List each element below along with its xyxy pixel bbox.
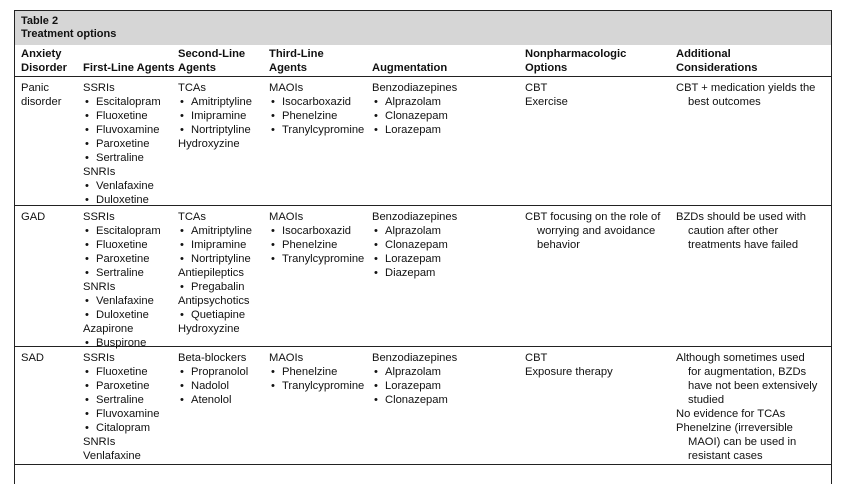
bullet-item	[83, 421, 159, 435]
drug-name: Fluoxetine	[96, 239, 148, 251]
drug-class: MAOIs	[269, 211, 304, 223]
header-first-line: First-Line Agents	[83, 62, 175, 74]
bullet-icon: •	[271, 239, 275, 251]
note-line: CBT	[525, 82, 548, 94]
note-line: Although sometimes used	[676, 352, 805, 364]
cell-augmentation	[372, 210, 457, 280]
bullet-item	[178, 109, 252, 123]
cell-third	[269, 351, 364, 393]
drug-class: TCAs	[178, 211, 206, 223]
drug-class: SNRIs	[83, 166, 116, 178]
drug-name: Propranolol	[191, 366, 249, 378]
cell-nonpharm	[525, 210, 660, 252]
drug-class: Antipsychotics	[178, 295, 250, 307]
cell-nonpharm	[525, 81, 568, 109]
drug-name: Amitriptyline	[191, 225, 252, 237]
note-line: have not been extensively	[688, 380, 818, 392]
drug-name: Paroxetine	[96, 380, 150, 392]
drug-name: Clonazepam	[385, 394, 448, 406]
drug-class: Hydroxyzine	[178, 138, 240, 150]
cell-additional	[676, 210, 806, 252]
bullet-icon: •	[85, 194, 89, 206]
bullet-item	[372, 95, 457, 109]
bullet-icon: •	[85, 124, 89, 136]
drug-name: Paroxetine	[96, 138, 150, 150]
bullet-icon: •	[85, 138, 89, 150]
cell-second	[178, 351, 248, 407]
drug-name: Escitalopram	[96, 225, 161, 237]
bullet-icon: •	[85, 366, 89, 378]
drug-name: Isocarboxazid	[282, 96, 352, 108]
drug-name: Duloxetine	[96, 309, 149, 321]
bullet-item	[269, 379, 364, 393]
left-border	[14, 10, 15, 484]
header-rule	[14, 76, 832, 77]
bullet-icon: •	[85, 180, 89, 192]
bullet-icon: •	[180, 309, 184, 321]
bullet-icon: •	[180, 281, 184, 293]
bullet-item	[83, 123, 161, 137]
bullet-icon: •	[271, 225, 275, 237]
bullet-icon: •	[374, 267, 378, 279]
bullet-item	[83, 379, 159, 393]
drug-class: MAOIs	[269, 82, 304, 94]
drug-name: Nadolol	[191, 380, 229, 392]
bullet-item	[372, 393, 457, 407]
note-line: studied	[688, 394, 725, 406]
bullet-item	[83, 95, 161, 109]
note-line: caution after other	[688, 225, 779, 237]
table-number: Table 2	[21, 15, 59, 27]
bullet-icon: •	[85, 152, 89, 164]
cell-disorder	[21, 81, 61, 109]
header-disorder: Anxiety Disorder	[21, 48, 68, 74]
bullet-icon: •	[85, 394, 89, 406]
note-line: behavior	[537, 239, 580, 251]
bullet-item	[372, 224, 457, 238]
drug-class: Benzodiazepines	[372, 352, 458, 364]
bullet-icon: •	[180, 380, 184, 392]
bullet-icon: •	[374, 253, 378, 265]
bullet-icon: •	[374, 124, 378, 136]
note-line: treatments have failed	[688, 239, 799, 251]
cell-second	[178, 81, 252, 151]
bullet-icon: •	[180, 110, 184, 122]
drug-name: Tranylcypromine	[282, 124, 365, 136]
drug-name: Phenelzine	[282, 366, 338, 378]
bullet-item	[372, 109, 457, 123]
right-border	[831, 10, 832, 484]
bullet-icon: •	[180, 225, 184, 237]
bullet-item	[83, 137, 161, 151]
note-line: No evidence for TCAs	[676, 408, 786, 420]
bullet-icon: •	[374, 96, 378, 108]
bullet-icon: •	[374, 110, 378, 122]
drug-name: Sertraline	[96, 394, 144, 406]
drug-name: Fluoxetine	[96, 110, 148, 122]
bullet-item	[83, 252, 161, 266]
drug-name: Imipramine	[191, 110, 247, 122]
drug-name: Citalopram	[96, 422, 151, 434]
drug-name: Fluvoxamine	[96, 124, 160, 136]
bullet-icon: •	[271, 110, 275, 122]
bullet-icon: •	[271, 124, 275, 136]
bullet-item	[269, 238, 364, 252]
drug-name: Tranylcypromine	[282, 380, 365, 392]
cell-second	[178, 210, 252, 336]
drug-name: Nortriptyline	[191, 253, 251, 265]
drug-class: SSRIs	[83, 352, 115, 364]
bullet-icon: •	[374, 380, 378, 392]
bullet-item	[269, 252, 364, 266]
bullet-icon: •	[180, 96, 184, 108]
bullet-icon: •	[85, 422, 89, 434]
bullet-icon: •	[180, 394, 184, 406]
cell-line: GAD	[21, 211, 46, 223]
drug-class: Beta-blockers	[178, 352, 247, 364]
drug-class: Hydroxyzine	[178, 323, 240, 335]
bullet-item	[83, 109, 161, 123]
drug-name: Diazepam	[385, 267, 436, 279]
bullet-icon: •	[271, 380, 275, 392]
header-second-line: Second-Line Agents	[178, 48, 246, 74]
bullet-item	[269, 365, 364, 379]
bullet-item	[83, 224, 161, 238]
drug-name: Amitriptyline	[191, 96, 252, 108]
bullet-icon: •	[180, 239, 184, 251]
bullet-icon: •	[271, 96, 275, 108]
bullet-item	[269, 123, 364, 137]
bullet-item	[178, 379, 248, 393]
header-third-line: Third-Line Agents	[269, 48, 324, 74]
drug-name: Atenolol	[191, 394, 232, 406]
drug-name: Phenelzine	[282, 110, 338, 122]
bullet-icon: •	[85, 408, 89, 420]
bullet-item	[372, 379, 457, 393]
bullet-item	[83, 308, 161, 322]
bullet-icon: •	[85, 295, 89, 307]
bullet-item	[83, 266, 161, 280]
table-title-bar	[14, 10, 832, 45]
bullet-item	[83, 294, 161, 308]
bottom-rule	[14, 464, 832, 465]
bullet-icon: •	[180, 124, 184, 136]
note-line: best outcomes	[688, 96, 761, 108]
header-nonpharmacologic: Nonpharmacologic Options	[525, 48, 627, 74]
drug-name: Tranylcypromine	[282, 253, 365, 265]
cell-disorder	[21, 210, 45, 224]
cell-first	[83, 210, 161, 350]
bullet-item	[83, 238, 161, 252]
drug-name: Quetiapine	[191, 309, 246, 321]
bullet-item	[178, 95, 252, 109]
cell-line: disorder	[21, 96, 62, 108]
drug-class: Benzodiazepines	[372, 82, 458, 94]
bullet-item	[178, 123, 252, 137]
cell-additional	[676, 81, 815, 109]
bullet-icon: •	[374, 394, 378, 406]
drug-class: Azapirone	[83, 323, 134, 335]
bullet-item	[83, 336, 161, 350]
cell-third	[269, 81, 364, 137]
drug-name: Buspirone	[96, 337, 147, 349]
bullet-icon: •	[374, 239, 378, 251]
bullet-item	[178, 224, 252, 238]
note-line: resistant cases	[688, 450, 763, 462]
cell-first	[83, 81, 161, 207]
drug-name: Escitalopram	[96, 96, 161, 108]
cell-line: SAD	[21, 352, 45, 364]
bullet-item	[269, 109, 364, 123]
drug-name: Venlafaxine	[96, 180, 154, 192]
bullet-item	[83, 365, 159, 379]
bullet-item	[372, 123, 457, 137]
drug-name: Lorazepam	[385, 380, 441, 392]
bullet-item	[178, 280, 252, 294]
cell-augmentation	[372, 81, 457, 137]
drug-name: Isocarboxazid	[282, 225, 352, 237]
bullet-icon: •	[374, 366, 378, 378]
bullet-icon: •	[271, 253, 275, 265]
drug-name: Alprazolam	[385, 366, 441, 378]
bullet-item	[178, 308, 252, 322]
drug-name: Alprazolam	[385, 96, 441, 108]
drug-name: Clonazepam	[385, 110, 448, 122]
drug-name: Phenelzine	[282, 239, 338, 251]
bullet-icon: •	[271, 366, 275, 378]
bullet-item	[178, 238, 252, 252]
bullet-item	[83, 407, 159, 421]
bullet-icon: •	[374, 225, 378, 237]
bullet-item	[178, 252, 252, 266]
note-line: Exposure therapy	[525, 366, 613, 378]
drug-name: Paroxetine	[96, 253, 150, 265]
note-line: CBT	[525, 352, 548, 364]
bullet-item	[178, 365, 248, 379]
cell-nonpharm	[525, 351, 613, 379]
drug-name: Imipramine	[191, 239, 247, 251]
bullet-item	[372, 365, 457, 379]
drug-name: Venlafaxine	[96, 295, 154, 307]
drug-class: SNRIs	[83, 436, 116, 448]
cell-augmentation	[372, 351, 457, 407]
drug-name: Clonazepam	[385, 239, 448, 251]
bullet-item	[372, 252, 457, 266]
note-line: CBT focusing on the role of	[525, 211, 661, 223]
drug-name: Pregabalin	[191, 281, 245, 293]
drug-class: Venlafaxine	[83, 450, 141, 462]
drug-class: Antiepileptics	[178, 267, 244, 279]
drug-name: Fluvoxamine	[96, 408, 160, 420]
note-line: Phenelzine (irreversible	[676, 422, 793, 434]
bullet-item	[83, 193, 161, 207]
note-line: MAOI) can be used in	[688, 436, 797, 448]
drug-name: Lorazepam	[385, 124, 441, 136]
drug-class: SSRIs	[83, 211, 115, 223]
cell-additional	[676, 351, 817, 463]
bullet-item	[83, 151, 161, 165]
bullet-item	[269, 224, 364, 238]
bullet-item	[83, 393, 159, 407]
cell-third	[269, 210, 364, 266]
note-line: worrying and avoidance	[537, 225, 656, 237]
drug-class: Benzodiazepines	[372, 211, 458, 223]
bullet-icon: •	[180, 366, 184, 378]
table-frame	[14, 10, 832, 484]
bullet-icon: •	[85, 267, 89, 279]
bullet-item	[269, 95, 364, 109]
drug-class: SSRIs	[83, 82, 115, 94]
cell-line: Panic	[21, 82, 49, 94]
bullet-icon: •	[85, 309, 89, 321]
note-line: BZDs should be used with	[676, 211, 806, 223]
drug-class: MAOIs	[269, 352, 304, 364]
drug-name: Sertraline	[96, 267, 144, 279]
bullet-icon: •	[85, 225, 89, 237]
bullet-icon: •	[85, 380, 89, 392]
drug-name: Sertraline	[96, 152, 144, 164]
cell-first	[83, 351, 159, 463]
note-line: Exercise	[525, 96, 568, 108]
drug-class: SNRIs	[83, 281, 116, 293]
bullet-icon: •	[85, 253, 89, 265]
note-line: CBT + medication yields the	[676, 82, 816, 94]
bullet-item	[83, 179, 161, 193]
bullet-item	[372, 266, 457, 280]
bullet-icon: •	[85, 239, 89, 251]
table-caption: Treatment options	[21, 28, 117, 40]
bullet-icon: •	[85, 110, 89, 122]
bullet-item	[178, 393, 248, 407]
drug-name: Duloxetine	[96, 194, 149, 206]
bullet-icon: •	[85, 337, 89, 349]
drug-name: Fluoxetine	[96, 366, 148, 378]
bullet-icon: •	[180, 253, 184, 265]
drug-class: TCAs	[178, 82, 206, 94]
note-line: for augmentation, BZDs	[688, 366, 807, 378]
bullet-item	[372, 238, 457, 252]
cell-disorder	[21, 351, 44, 365]
bullet-icon: •	[85, 96, 89, 108]
drug-name: Alprazolam	[385, 225, 441, 237]
header-additional: Additional Considerations	[676, 48, 758, 74]
drug-name: Nortriptyline	[191, 124, 251, 136]
header-augmentation: Augmentation	[372, 62, 448, 74]
drug-name: Lorazepam	[385, 253, 441, 265]
